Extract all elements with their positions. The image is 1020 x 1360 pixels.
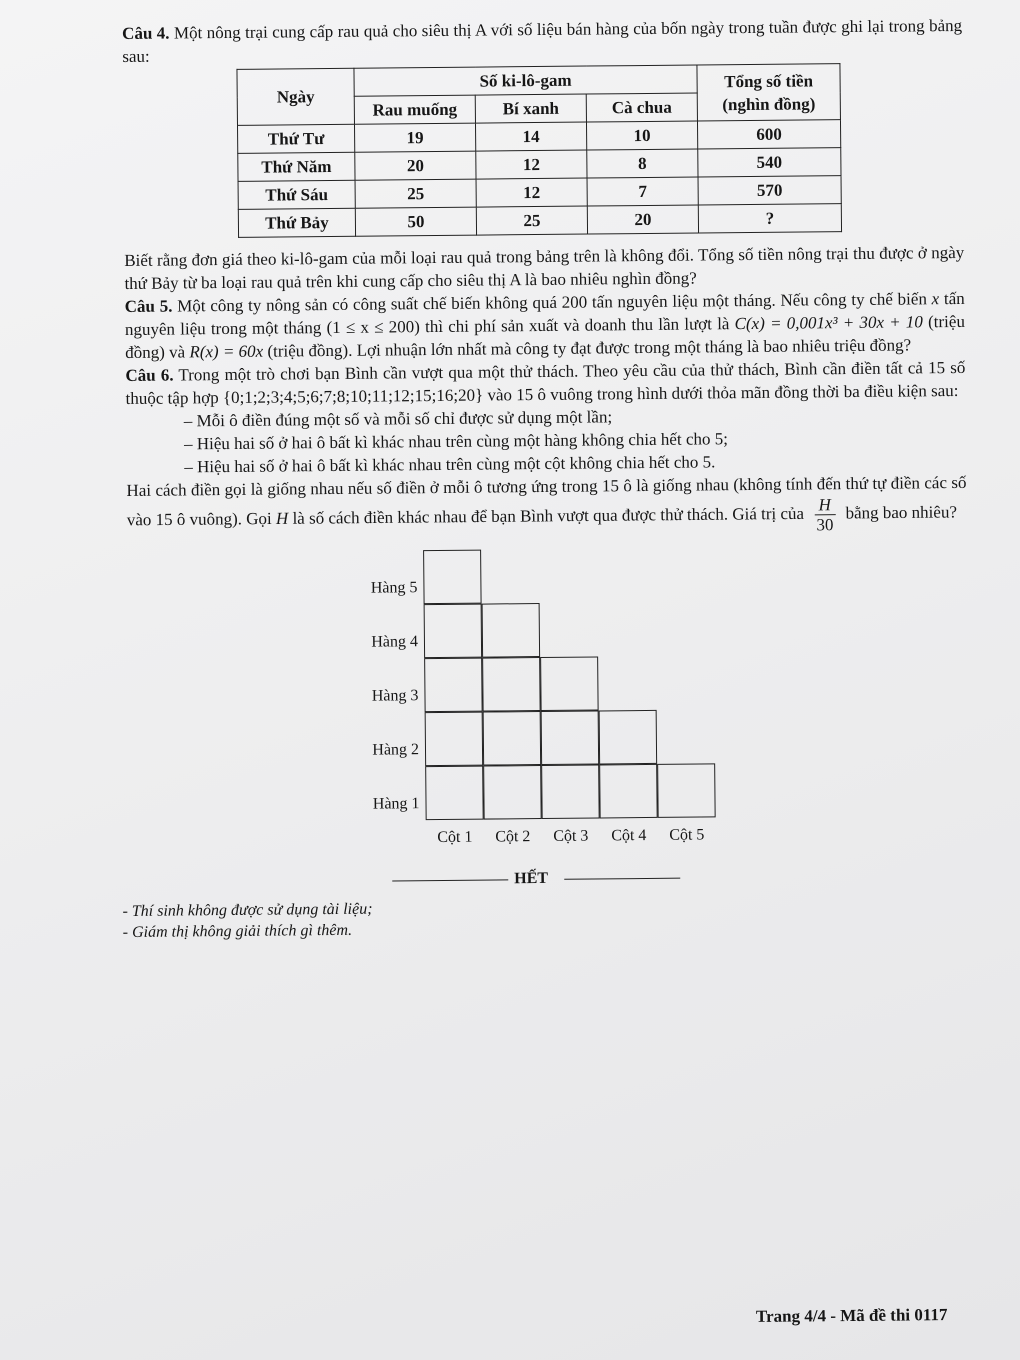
condition-item: – Hiệu hai số ở hai ô bất kì khác nhau trên cùng một cột không chia hết cho 5. — [184, 452, 716, 477]
grid-cell — [424, 658, 483, 713]
cell-ca-chua: 20 — [587, 205, 698, 234]
grid-cell — [482, 657, 541, 712]
cell-ca-chua: 8 — [587, 149, 698, 178]
note-item: - Thí sinh không được sử dụng tài liệu; — [122, 900, 373, 921]
grid-cell — [423, 550, 482, 605]
cell-day: Thứ Sáu — [238, 180, 355, 209]
note-item: - Giám thị không giải thích gì thêm. — [122, 921, 353, 942]
end-rule-right — [564, 878, 680, 880]
col-label-3: Cột 3 — [553, 827, 589, 845]
exam-notes — [122, 893, 970, 943]
grid-cell — [541, 710, 600, 765]
fraction-numerator: H — [814, 495, 835, 515]
header-kg: Số ki-lô-gam — [354, 65, 697, 96]
q4-label: Câu 4. — [122, 23, 170, 43]
staircase-grid-figure — [127, 541, 970, 869]
header-ca-chua: Cà chua — [586, 93, 697, 122]
q5-formula-revenue: R(x) = 60x — [189, 341, 264, 362]
cell-ca-chua: 7 — [587, 177, 698, 206]
q6-text-1: Trong một trò chơi bạn Bình cần vượt qua một thử thách. Theo yêu cầu của thử thách, Bình cần điền tất cả 15 số thuộc tập hợp {0;1;2;3;4;5;6;7;8;10;11;12;15;16;20} vào 15 ô vuông trong hình dưới thỏa mãn đồng thời ba điều kiện sau: — [125, 357, 966, 408]
question-5 — [125, 287, 966, 364]
end-word: HẾT — [514, 869, 549, 888]
q6-paragraph-2 — [126, 471, 967, 541]
question-4 — [122, 14, 962, 68]
cell-rau-muong: 19 — [354, 123, 475, 152]
q6-label: Câu 6. — [125, 365, 174, 385]
cell-total: ? — [698, 204, 841, 233]
page-footer: Trang 4/4 - Mã đề thi 0117 — [755, 1305, 948, 1326]
q5-label: Câu 5. — [124, 296, 173, 316]
row-label-5: Hàng 5 — [370, 579, 418, 597]
header-bi-xanh: Bí xanh — [475, 94, 586, 123]
row-label-4: Hàng 4 — [371, 633, 419, 651]
cell-day: Thứ Năm — [238, 152, 355, 181]
grid-cell — [483, 711, 542, 766]
grid-cell — [482, 603, 541, 658]
col-label-2: Cột 2 — [495, 828, 531, 846]
table-row — [238, 204, 841, 238]
q6-text-2: Hai cách điền gọi là giống nhau nếu số điền ở mỗi ô tương ứng trong 15 ô là giống nhau (không tính đến thứ tự điền các số vào 15 ô vuông). Gọi — [126, 472, 967, 530]
grid-cell — [425, 766, 484, 821]
question-6 — [125, 356, 965, 410]
end-rule-left — [392, 879, 508, 881]
q4-text: Một nông trại cung cấp rau quả cho siêu thị A với số liệu bán hàng của bốn ngày trong tuần được ghi lại trong bảng sau: — [122, 15, 963, 66]
sales-table — [236, 63, 842, 238]
cell-bi-xanh: 14 — [475, 122, 586, 151]
grid-cell — [483, 765, 542, 820]
q6-text-4: bằng bao nhiêu? — [841, 502, 958, 523]
cell-ca-chua: 10 — [586, 121, 697, 150]
fraction-denominator: 30 — [816, 515, 834, 535]
col-label-4: Cột 4 — [611, 827, 647, 845]
row-label-3: Hàng 3 — [371, 687, 419, 705]
grid-cell — [540, 656, 599, 711]
grid-cell — [657, 763, 716, 818]
condition-item: – Mỗi ô điền đúng một số và mỗi số chỉ được sử dụng một lần; — [183, 407, 613, 431]
h-over-30-fraction — [814, 495, 835, 534]
page-content — [122, 14, 971, 943]
row-label-2: Hàng 2 — [372, 741, 420, 759]
header-rau-muong: Rau muống — [354, 95, 475, 124]
grid-cell — [425, 712, 484, 767]
q6-var-h: H — [275, 508, 289, 528]
grid-cell — [424, 604, 483, 659]
cell-bi-xanh: 12 — [476, 150, 587, 179]
grid-cell — [599, 710, 658, 765]
cell-day: Thứ Bảy — [238, 208, 355, 237]
grid-cell — [541, 764, 600, 819]
q6-conditions — [184, 402, 967, 479]
condition-item: – Hiệu hai số ở hai ô bất kì khác nhau trên cùng một hàng không chia hết cho 5; — [183, 429, 729, 454]
cell-rau-muong: 25 — [355, 179, 476, 208]
cell-rau-muong: 50 — [355, 207, 476, 236]
header-day: Ngày — [237, 68, 355, 125]
q5-text-4: (triệu đồng). Lợi nhuận lớn nhất mà công ty đạt được trong một tháng là bao nhiêu triệu đồng? — [263, 335, 912, 361]
q6-text-3: là số cách điền khác nhau để bạn Bình vượt qua được thử thách. Giá trị của — [288, 503, 809, 528]
q4-after: Biết rằng đơn giá theo ki-lô-gam của mỗi loại rau quả trong bảng trên là không đổi. Tổng số tiền nông trại thu được ở ngày thứ Bảy từ ba loại rau quả trên khi cung cấp cho siêu thị A là bao nhiêu nghìn đồng? — [124, 242, 965, 293]
cell-bi-xanh: 12 — [476, 178, 587, 207]
col-label-5: Cột 5 — [669, 826, 705, 844]
q5-var-x: x — [931, 289, 940, 309]
row-label-1: Hàng 1 — [372, 795, 420, 813]
col-label-1: Cột 1 — [437, 828, 473, 847]
q5-text-1: Một công ty nông sản có công suất chế biến không quá 200 tấn nguyên liệu một tháng. Nếu công ty chế biến — [177, 289, 932, 316]
cell-rau-muong: 20 — [355, 151, 476, 180]
cell-total: 540 — [698, 148, 841, 177]
q5-text-3: (triệu đồng) và — [125, 311, 965, 362]
q5-text-2: tấn nguyên liệu trong một tháng (1 ≤ x ≤ 200) thì chi phí sản xuất và doanh thu lần lượt là — [124, 288, 965, 339]
cell-total: 570 — [698, 176, 841, 205]
cell-bi-xanh: 25 — [476, 206, 587, 235]
grid-cell — [599, 764, 658, 819]
cell-day: Thứ Tư — [237, 124, 354, 153]
cell-total: 600 — [697, 120, 840, 149]
header-total: Tổng số tiền (nghìn đồng) — [697, 64, 841, 121]
q5-formula-cost: C(x) = 0,001x³ + 30x + 10 — [734, 312, 923, 334]
